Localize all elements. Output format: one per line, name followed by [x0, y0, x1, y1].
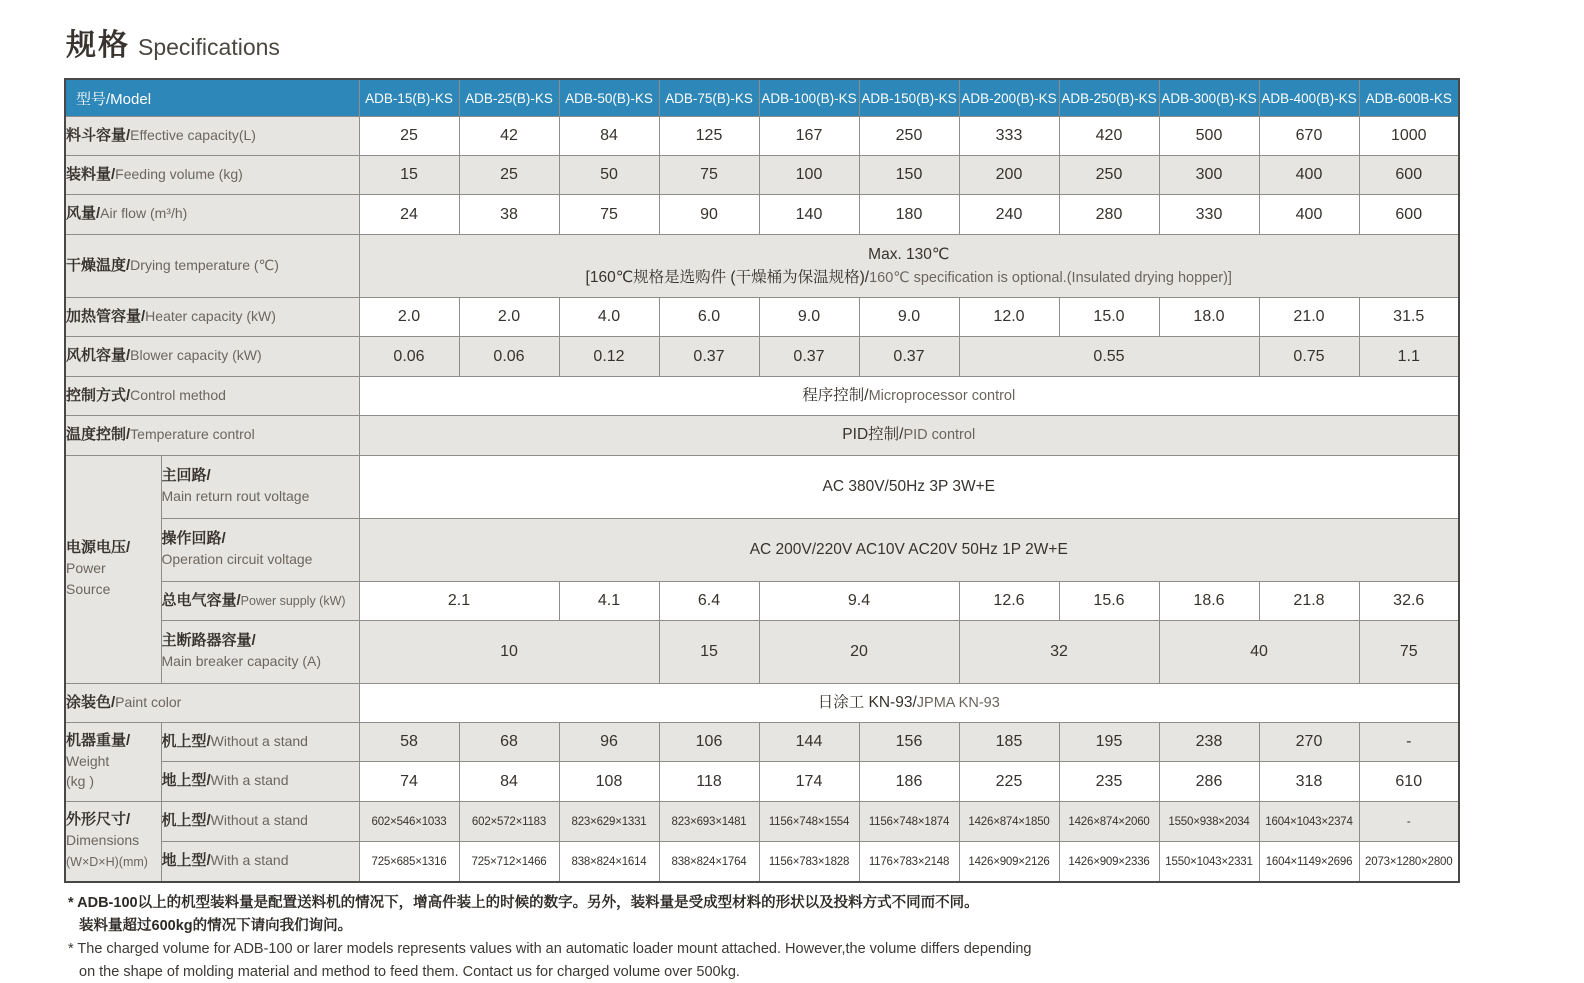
spec-value-cell: 167	[759, 117, 859, 156]
spec-value-cell: 100	[759, 156, 859, 195]
table-row	[65, 621, 1459, 684]
spec-value-cell: 75	[659, 156, 759, 195]
spec-value-cell: 1426×909×2126	[959, 842, 1059, 883]
spec-value-cell: 9.0	[859, 298, 959, 337]
group-label	[65, 456, 161, 684]
row-label	[65, 298, 359, 337]
text-segment: Control method	[130, 386, 226, 403]
text-segment: 日涂工 KN-93/	[817, 693, 917, 711]
text-segment: Microprocessor control	[868, 387, 1016, 404]
spec-value-cell: 24	[359, 195, 459, 235]
table-row	[65, 337, 1459, 377]
text-segment: Operation circuit voltage	[161, 551, 313, 567]
spec-value-cell: 174	[759, 762, 859, 802]
text-segment: (W×D×H)(mm)	[66, 854, 148, 869]
row-label	[65, 684, 359, 723]
spec-value-cell	[359, 456, 1459, 519]
spec-value-cell: 186	[859, 762, 959, 802]
table-row	[65, 582, 1459, 621]
row-sublabel	[161, 621, 359, 684]
spec-value-cell: 185	[959, 723, 1059, 762]
spec-value-cell: 725×712×1466	[459, 842, 559, 883]
spec-value-cell: 610	[1359, 762, 1459, 802]
spec-value-cell: 118	[659, 762, 759, 802]
model-header-cell: ADB-15(B)-KS	[359, 79, 459, 117]
text-segment: 地上型/	[161, 772, 211, 790]
model-header-cell: ADB-200(B)-KS	[959, 79, 1059, 117]
spec-value-cell: 40	[1159, 621, 1359, 684]
text-segment: Dimensions	[66, 832, 140, 849]
table-row	[65, 156, 1459, 195]
text-segment: Drying temperature (℃)	[130, 256, 279, 273]
spec-value-cell: 318	[1259, 762, 1359, 802]
text-segment: With a stand	[210, 852, 289, 869]
spec-value-cell: 250	[1059, 156, 1159, 195]
text-segment: 控制方式/	[66, 386, 131, 404]
spec-value-cell: 286	[1159, 762, 1259, 802]
table-row	[65, 195, 1459, 235]
spec-value-cell: 600	[1359, 195, 1459, 235]
text-segment: Main return rout voltage	[161, 488, 310, 504]
spec-value-cell: 25	[459, 156, 559, 195]
text-segment: Blower capacity (kW)	[130, 347, 262, 364]
spec-value-cell: 84	[559, 117, 659, 156]
specifications-table	[64, 78, 1460, 883]
spec-value-cell: 823×693×1481	[659, 802, 759, 842]
spec-value-cell: 180	[859, 195, 959, 235]
spec-value-cell: 1426×874×1850	[959, 802, 1059, 842]
spec-value-cell: 84	[459, 762, 559, 802]
spec-value-cell: 21.8	[1259, 582, 1359, 621]
text-segment: 160℃ specification is optional.(Insulated drying hopper)]	[869, 270, 1232, 286]
text-segment: AC 200V/220V AC10V AC20V 50Hz 1P 2W+E	[749, 541, 1068, 559]
row-label	[65, 377, 359, 416]
spec-value-cell: 0.06	[459, 337, 559, 377]
text-segment: 外形尺寸/	[66, 811, 131, 829]
spec-value-cell: 50	[559, 156, 659, 195]
spec-value-cell	[359, 416, 1459, 456]
spec-value-cell: 4.0	[559, 298, 659, 337]
row-sublabel	[161, 456, 359, 519]
spec-value-cell: 600	[1359, 156, 1459, 195]
spec-value-cell: 21.0	[1259, 298, 1359, 337]
text-segment: Without a stand	[210, 732, 308, 749]
text-segment: AC 380V/50Hz 3P 3W+E	[822, 478, 995, 496]
spec-value-cell: 31.5	[1359, 298, 1459, 337]
text-segment: [160℃规格是选购件 (干燥桶为保温规格)/	[585, 269, 870, 286]
page-title-zh: 规格	[66, 29, 130, 62]
spec-value-cell: 74	[359, 762, 459, 802]
spec-value-cell: 18.6	[1159, 582, 1259, 621]
table-row	[65, 842, 1459, 883]
model-header-cell: ADB-75(B)-KS	[659, 79, 759, 117]
table-row	[65, 377, 1459, 416]
model-header-cell: ADB-150(B)-KS	[859, 79, 959, 117]
model-header-cell: ADB-300(B)-KS	[1159, 79, 1259, 117]
spec-value-cell: 150	[859, 156, 959, 195]
spec-value-cell: 96	[559, 723, 659, 762]
row-sublabel	[161, 723, 359, 762]
table-row	[65, 762, 1459, 802]
row-label	[65, 337, 359, 377]
spec-value-cell: 400	[1259, 156, 1359, 195]
spec-value-cell: 58	[359, 723, 459, 762]
spec-value-cell: 300	[1159, 156, 1259, 195]
spec-value-cell: 235	[1059, 762, 1159, 802]
spec-value-cell: 1156×748×1874	[859, 802, 959, 842]
spec-value-cell: 10	[359, 621, 659, 684]
spec-value-cell: 15	[659, 621, 759, 684]
text-segment: PID control	[903, 427, 976, 444]
spec-value-cell	[359, 377, 1459, 416]
text-segment: Air flow (m³/h)	[100, 205, 188, 222]
page-title	[66, 20, 1464, 64]
spec-value-cell: 0.75	[1259, 337, 1359, 377]
spec-value-cell: 75	[1359, 621, 1459, 684]
spec-value-cell: 4.1	[559, 582, 659, 621]
footnote-zh-line1: * ADB-100以上的机型装料量是配置送料机的情况下，增高件装上的时候的数字。另外，装料量是受成型材料的形状以及投料方式不同而不同。	[68, 895, 979, 911]
row-label	[65, 235, 359, 298]
row-label	[65, 156, 359, 195]
spec-value-cell: 400	[1259, 195, 1359, 235]
spec-value-cell: 838×824×1614	[559, 842, 659, 883]
row-sublabel	[161, 582, 359, 621]
spec-value-cell: 270	[1259, 723, 1359, 762]
spec-value-cell: 140	[759, 195, 859, 235]
spec-value-cell: 125	[659, 117, 759, 156]
group-label	[65, 723, 161, 802]
text-segment: 机上型/	[161, 812, 211, 830]
row-sublabel	[161, 802, 359, 842]
footnotes	[68, 893, 1464, 983]
spec-value-cell: 1426×909×2336	[1059, 842, 1159, 883]
text-segment: Paint color	[115, 693, 182, 710]
text-segment: 主回路/	[161, 467, 211, 485]
footnote-en-line1: * The charged volume for ADB-100 or larer models represents values with an automatic loader mount attached. However,the volume differs depending	[68, 941, 1032, 958]
spec-value-cell: 0.12	[559, 337, 659, 377]
footnote-zh-line2: 装料量超过600kg的情况下请向我们询问。	[79, 918, 353, 935]
text-segment: 干燥温度/	[66, 256, 131, 274]
spec-value-cell: 156	[859, 723, 959, 762]
group-label	[65, 802, 161, 883]
text-segment: 风机容量/	[66, 347, 131, 365]
row-label	[65, 416, 359, 456]
spec-value-cell: 0.37	[859, 337, 959, 377]
spec-value-cell: 32	[959, 621, 1159, 684]
text-segment: Feeding volume (kg)	[115, 165, 243, 182]
text-segment: (kg )	[66, 773, 94, 790]
spec-value-cell: 12.6	[959, 582, 1059, 621]
spec-value-cell	[359, 519, 1459, 582]
spec-value-cell: 602×546×1033	[359, 802, 459, 842]
spec-value-cell: 2.1	[359, 582, 559, 621]
spec-value-cell: 225	[959, 762, 1059, 802]
spec-value-cell: 90	[659, 195, 759, 235]
spec-value-cell: 838×824×1764	[659, 842, 759, 883]
model-header-cell: ADB-50(B)-KS	[559, 79, 659, 117]
spec-value-cell: 1550×1043×2331	[1159, 842, 1259, 883]
text-segment: Effective capacity(L)	[130, 126, 256, 143]
text-segment: 机器重量/	[66, 731, 131, 749]
spec-value-cell: 68	[459, 723, 559, 762]
spec-value-cell: 1000	[1359, 117, 1459, 156]
text-segment: Main breaker capacity (A)	[161, 653, 322, 669]
spec-value-cell: 38	[459, 195, 559, 235]
spec-value-cell: 1604×1043×2374	[1259, 802, 1359, 842]
table-row	[65, 298, 1459, 337]
spec-value-cell: 333	[959, 117, 1059, 156]
spec-value-cell: 2073×1280×2800	[1359, 842, 1459, 883]
spec-value-cell: 75	[559, 195, 659, 235]
spec-value-cell: 42	[459, 117, 559, 156]
row-sublabel	[161, 762, 359, 802]
text-segment: With a stand	[210, 772, 289, 789]
spec-value-cell: 6.4	[659, 582, 759, 621]
table-row	[65, 456, 1459, 519]
spec-value-cell: 9.4	[759, 582, 959, 621]
spec-value-cell: 670	[1259, 117, 1359, 156]
spec-value-cell: 725×685×1316	[359, 842, 459, 883]
spec-value-cell: 500	[1159, 117, 1259, 156]
text-segment: Heater capacity (kW)	[145, 307, 276, 324]
row-sublabel	[161, 519, 359, 582]
spec-value-cell: 144	[759, 723, 859, 762]
spec-value-cell: 1156×748×1554	[759, 802, 859, 842]
spec-value-cell: 9.0	[759, 298, 859, 337]
text-segment: 涂装色/	[66, 693, 116, 711]
text-segment: Without a stand	[210, 812, 308, 829]
table-row	[65, 117, 1459, 156]
model-header-cell: ADB-250(B)-KS	[1059, 79, 1159, 117]
text-segment: 总电气容量/	[161, 591, 241, 609]
spec-value-cell: 240	[959, 195, 1059, 235]
spec-value-cell: 238	[1159, 723, 1259, 762]
spec-value-cell: 15	[359, 156, 459, 195]
model-row-label: 型号/Model	[65, 79, 359, 117]
spec-value-cell: 200	[959, 156, 1059, 195]
text-segment: 机上型/	[161, 732, 211, 750]
page-title-en: Specifications	[138, 34, 280, 60]
text-segment: 操作回路/	[161, 530, 226, 548]
spec-value-cell: 12.0	[959, 298, 1059, 337]
text-segment: Power supply (kW)	[240, 593, 346, 608]
spec-value-cell: 1176×783×2148	[859, 842, 959, 883]
text-segment: Max. 130℃	[868, 245, 950, 263]
text-segment: 加热管容量/	[66, 307, 146, 325]
spec-value-cell: 823×629×1331	[559, 802, 659, 842]
text-segment: 程序控制/	[802, 386, 869, 404]
spec-value-cell: 330	[1159, 195, 1259, 235]
spec-value-cell: 0.55	[959, 337, 1259, 377]
text-segment: 装料量/	[66, 165, 116, 183]
text-segment: 电源电压/	[66, 539, 131, 557]
spec-value-cell: 15.6	[1059, 582, 1159, 621]
spec-value-cell: 32.6	[1359, 582, 1459, 621]
text-segment: 地上型/	[161, 852, 211, 870]
table-row	[65, 235, 1459, 298]
footnote-en-line2: on the shape of molding material and method to feed them. Contact us for charged volume over 500kg.	[79, 964, 740, 981]
text-segment: 风量/	[66, 205, 101, 223]
text-segment: 料斗容量/	[66, 126, 131, 144]
spec-value-cell: 1.1	[1359, 337, 1459, 377]
text-segment: 温度控制/	[66, 426, 131, 444]
spec-value-cell: 420	[1059, 117, 1159, 156]
spec-value-cell: 18.0	[1159, 298, 1259, 337]
table-row	[65, 723, 1459, 762]
table-row	[65, 684, 1459, 723]
spec-value-cell: -	[1359, 723, 1459, 762]
text-segment: Weight	[66, 752, 110, 769]
spec-value-cell: 1156×783×1828	[759, 842, 859, 883]
table-row	[65, 519, 1459, 582]
row-sublabel	[161, 842, 359, 883]
spec-value-cell: 250	[859, 117, 959, 156]
spec-value-cell: 195	[1059, 723, 1159, 762]
spec-value-cell: 0.06	[359, 337, 459, 377]
text-segment: Source	[66, 580, 111, 597]
spec-value-cell: 0.37	[759, 337, 859, 377]
text-segment: Power	[66, 560, 106, 577]
model-header-cell: ADB-400(B)-KS	[1259, 79, 1359, 117]
text-segment: JPMA KN-93	[916, 694, 1000, 711]
text-segment: 主断路器容量/	[161, 632, 256, 650]
spec-value-cell	[359, 235, 1459, 298]
spec-value-cell: 25	[359, 117, 459, 156]
spec-value-cell: -	[1359, 802, 1459, 842]
spec-value-cell: 1604×1149×2696	[1259, 842, 1359, 883]
spec-value-cell: 1550×938×2034	[1159, 802, 1259, 842]
spec-value-cell: 106	[659, 723, 759, 762]
row-label	[65, 117, 359, 156]
model-header-cell: ADB-600B-KS	[1359, 79, 1459, 117]
text-segment: Temperature control	[130, 426, 255, 443]
table-row	[65, 416, 1459, 456]
spec-value-cell	[359, 684, 1459, 723]
spec-value-cell: 0.37	[659, 337, 759, 377]
spec-value-cell: 2.0	[459, 298, 559, 337]
spec-value-cell: 15.0	[1059, 298, 1159, 337]
text-segment: PID控制/	[842, 426, 904, 444]
model-header-cell: ADB-25(B)-KS	[459, 79, 559, 117]
spec-value-cell: 20	[759, 621, 959, 684]
row-label	[65, 195, 359, 235]
spec-value-cell: 108	[559, 762, 659, 802]
spec-value-cell: 2.0	[359, 298, 459, 337]
table-row	[65, 802, 1459, 842]
spec-value-cell: 602×572×1183	[459, 802, 559, 842]
spec-value-cell: 1426×874×2060	[1059, 802, 1159, 842]
model-header-cell: ADB-100(B)-KS	[759, 79, 859, 117]
spec-value-cell: 6.0	[659, 298, 759, 337]
spec-value-cell: 280	[1059, 195, 1159, 235]
